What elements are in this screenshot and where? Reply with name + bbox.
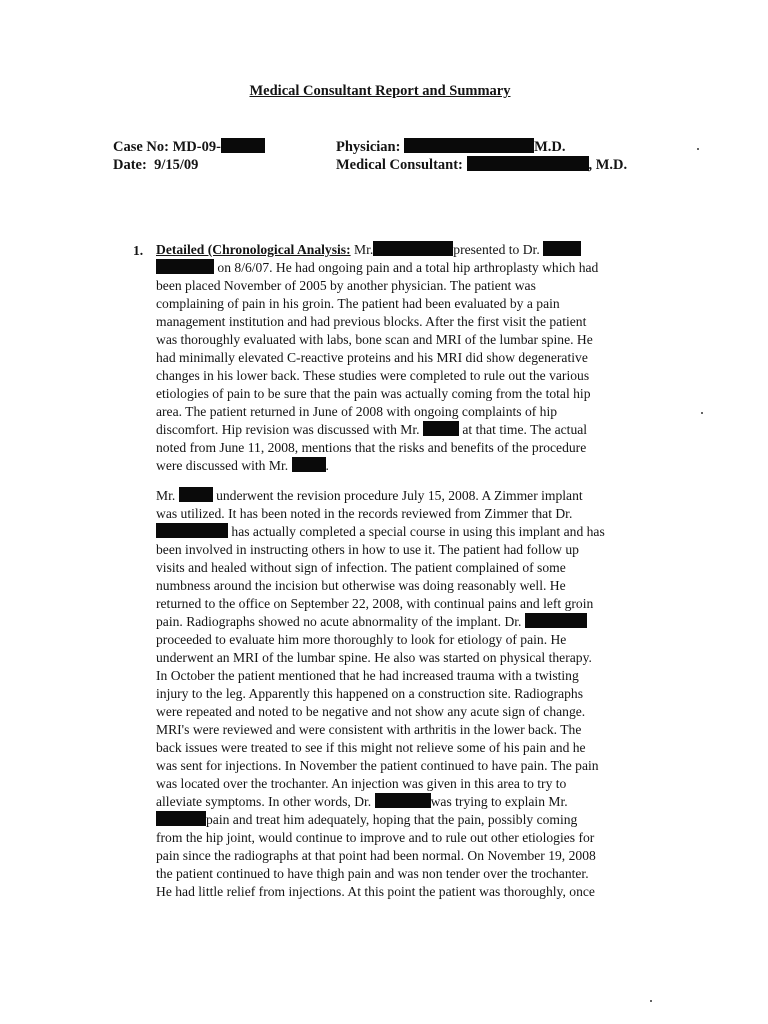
redaction-bar (404, 138, 534, 153)
case-number: Case No: MD-09- (113, 138, 265, 156)
paragraph-2: Mr. underwent the revision procedure July 15, 2008. A Zimmer implant was utilized. It has been noted in the records reviewed from Zimmer that Dr. has actually completed a special course in using this implant and has been involved in instructing others in how to use it. The patient had follow up visits and healed without sign of infection. The patient complained of some numbness around the incision but otherwise was doing reasonably well. He returned to the office on September 22, 2008, with continual pains and left groin pain. Radiographs showed no acute abnormality of the implant. Dr. proceeded to evaluate him more thoroughly to look for etiology of pain. He underwent an MRI of the lumbar spine. He also was started on physical therapy. In October the patient mentioned that he had increased trauma with a twisting injury to the leg. Apparently this happened on a construction site. Radiographs were repeated and noted to be negative and not show any acute sign of change. MRI's were reviewed and were consistent with arthritis in the lower back. The back issues were treated to see if this might not relieve some of his pain and he was sent for injections. In November the patient continued to have pain. The pain was located over the trochanter. An injection was given in this area to try to alleviate symptoms. In other words, Dr. was trying to explain Mr. pain and treat him adequately, hoping that the pain, possibly coming from the hip joint, would continue to improve and to rule out other etiologies for pain since the radiographs at that point had been normal. On November 19, 2008 the patient continued to have thigh pain and was non tender over the trochanter. He had little relief from injections. At this point the patient was thoroughly, once (156, 488, 605, 899)
redaction-bar (292, 457, 326, 472)
report-date: Date: 9/15/09 (113, 157, 199, 173)
redaction-bar (221, 138, 265, 153)
redaction-bar (156, 523, 228, 538)
report-title: Medical Consultant Report and Summary (249, 83, 511, 99)
redaction-bar (543, 241, 581, 256)
redaction-bar (375, 793, 431, 808)
redaction-bar (423, 421, 459, 436)
redaction-bar (525, 613, 587, 628)
scan-speck (701, 412, 703, 414)
redaction-bar (156, 811, 206, 826)
consultant-line: Medical Consultant: , M.D. (336, 157, 628, 173)
physician-line: Physician: M.D. (336, 139, 566, 155)
redaction-bar (373, 241, 453, 256)
section-heading: Detailed (Chronological Analysis: (156, 242, 351, 257)
section-number: 1. (133, 243, 144, 258)
paragraph-1: Detailed (Chronological Analysis: Mr. presented to Dr. on 8/6/07. He had ongoing pain and a total hip arthroplasty which had been placed November of 2005 by another physician. The patient was complaining of pain in his groin. The patient had been evaluated by a pain management institution and had previous blocks. After the first visit the patient was thoroughly evaluated with labs, bone scan and MRI of the lumbar spine. He had minimally elevated C-reactive proteins and his MRI did show degenerative changes in his lower back. These studies were completed to rule out the various etiologies of pain to be sure that the pain was actually coming from the total hip area. The patient returned in June of 2008 with ongoing complaints of hip discomfort. Hip revision was discussed with Mr. at that time. The actual noted from June 11, 2008, mentions that the risks and benefits of the procedure were discussed with Mr. . (156, 242, 599, 473)
scan-speck (650, 1000, 652, 1002)
redaction-bar (467, 156, 589, 171)
redaction-bar (156, 259, 214, 274)
redaction-bar (179, 487, 213, 502)
scan-speck (697, 148, 699, 150)
